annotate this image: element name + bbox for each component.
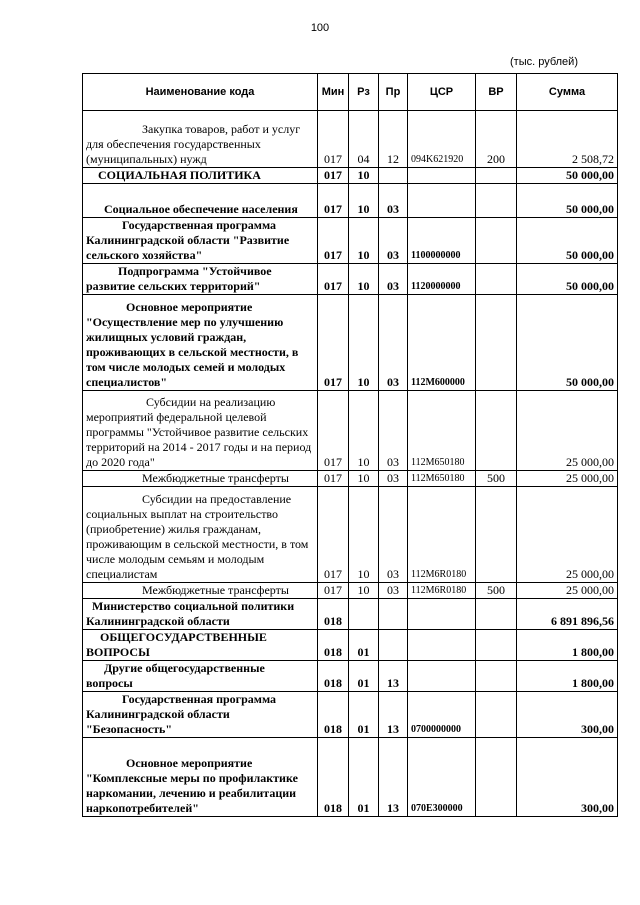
cell-min: 018 — [318, 661, 349, 692]
cell-min: 018 — [318, 599, 349, 630]
cell-pr: 13 — [379, 661, 408, 692]
cell-rz: 10 — [349, 471, 379, 487]
cell-name: ОБЩЕГОСУДАРСТВЕННЫЕ ВОПРОСЫ — [83, 630, 318, 661]
cell-name: Государственная программа Калининградской области "Развитие сельского хозяйства" — [83, 218, 318, 264]
table-row — [83, 599, 618, 630]
cell-pr: 03 — [379, 184, 408, 218]
table-row — [83, 264, 618, 295]
page-number: 100 — [310, 22, 330, 34]
cell-csr: 112M650180 — [408, 391, 476, 471]
cell-vr — [476, 391, 517, 471]
cell-sum: 300,00 — [517, 738, 618, 817]
cell-rz: 10 — [349, 391, 379, 471]
table-row — [83, 661, 618, 692]
cell-name: Министерство социальной политики Калининградской области — [83, 599, 318, 630]
cell-min: 018 — [318, 692, 349, 738]
cell-rz: 01 — [349, 630, 379, 661]
cell-pr: 13 — [379, 692, 408, 738]
cell-csr: 0700000000 — [408, 692, 476, 738]
cell-min: 017 — [318, 218, 349, 264]
cell-pr — [379, 630, 408, 661]
cell-rz: 10 — [349, 295, 379, 391]
cell-vr — [476, 630, 517, 661]
cell-name: Субсидии на предоставление социальных выплат на строительство (приобретение) жилья гражданам, проживающим в сельской местности, в том числе молодым семьям и молодым специалистам — [83, 487, 318, 583]
cell-sum: 50 000,00 — [517, 184, 618, 218]
cell-name: Закупка товаров, работ и услуг для обеспечения государственных (муниципальных) нужд — [83, 111, 318, 168]
cell-min: 017 — [318, 391, 349, 471]
cell-min: 018 — [318, 738, 349, 817]
cell-sum: 1 800,00 — [517, 630, 618, 661]
cell-vr: 200 — [476, 111, 517, 168]
cell-rz — [349, 599, 379, 630]
cell-min: 017 — [318, 111, 349, 168]
cell-pr: 03 — [379, 264, 408, 295]
cell-vr — [476, 599, 517, 630]
cell-vr — [476, 168, 517, 184]
cell-pr: 03 — [379, 487, 408, 583]
cell-vr — [476, 487, 517, 583]
cell-pr: 03 — [379, 218, 408, 264]
table-row — [83, 218, 618, 264]
cell-rz: 01 — [349, 692, 379, 738]
cell-min: 017 — [318, 295, 349, 391]
cell-name: Основное мероприятие "Осуществление мер по улучшению жилищных условий граждан, проживающих в сельской местности, в том числе молодых семей и молодых специалистов" — [83, 295, 318, 391]
cell-pr — [379, 168, 408, 184]
cell-csr: 112M600000 — [408, 295, 476, 391]
cell-pr: 12 — [379, 111, 408, 168]
table-header-row — [83, 74, 618, 111]
table-row — [83, 184, 618, 218]
table-row — [83, 111, 618, 168]
cell-csr — [408, 630, 476, 661]
cell-vr: 500 — [476, 583, 517, 599]
cell-rz: 10 — [349, 487, 379, 583]
cell-sum: 2 508,72 — [517, 111, 618, 168]
cell-sum: 300,00 — [517, 692, 618, 738]
cell-min: 017 — [318, 583, 349, 599]
cell-sum: 6 891 896,56 — [517, 599, 618, 630]
table-row — [83, 295, 618, 391]
cell-csr: 112M6R0180 — [408, 583, 476, 599]
cell-csr: 112M650180 — [408, 471, 476, 487]
cell-name: Социальное обеспечение населения — [83, 184, 318, 218]
cell-pr: 13 — [379, 738, 408, 817]
cell-csr: 112M6R0180 — [408, 487, 476, 583]
cell-vr — [476, 184, 517, 218]
cell-sum: 50 000,00 — [517, 264, 618, 295]
cell-min: 017 — [318, 264, 349, 295]
cell-csr: 094K621920 — [408, 111, 476, 168]
cell-csr: 070E300000 — [408, 738, 476, 817]
table-row — [83, 583, 618, 599]
cell-rz: 01 — [349, 738, 379, 817]
table-row — [83, 487, 618, 583]
cell-vr — [476, 295, 517, 391]
cell-name: Субсидии на реализацию мероприятий федеральной целевой программы "Устойчивое развитие сельских территорий на 2014 - 2017 годы и на период до 2020 года" — [83, 391, 318, 471]
table-row — [83, 738, 618, 817]
cell-name: Межбюджетные трансферты — [83, 471, 318, 487]
cell-csr: 1100000000 — [408, 218, 476, 264]
cell-sum: 50 000,00 — [517, 295, 618, 391]
header-csr: ЦСР — [408, 74, 476, 111]
cell-rz: 10 — [349, 184, 379, 218]
cell-name: Подпрограмма "Устойчивое развитие сельских территорий" — [83, 264, 318, 295]
cell-name: Государственная программа Калининградской области "Безопасность" — [83, 692, 318, 738]
cell-csr: 1120000000 — [408, 264, 476, 295]
cell-pr: 03 — [379, 295, 408, 391]
header-min: Мин — [318, 74, 349, 111]
header-name: Наименование кода — [83, 74, 318, 111]
cell-sum: 25 000,00 — [517, 583, 618, 599]
header-pr: Пр — [379, 74, 408, 111]
cell-name: Другие общегосударственные вопросы — [83, 661, 318, 692]
cell-pr — [379, 599, 408, 630]
header-rz: Рз — [349, 74, 379, 111]
cell-name: СОЦИАЛЬНАЯ ПОЛИТИКА — [83, 168, 318, 184]
cell-vr — [476, 218, 517, 264]
cell-sum: 25 000,00 — [517, 391, 618, 471]
cell-min: 018 — [318, 630, 349, 661]
table-row — [83, 168, 618, 184]
cell-sum: 50 000,00 — [517, 218, 618, 264]
cell-csr — [408, 184, 476, 218]
cell-vr: 500 — [476, 471, 517, 487]
cell-pr: 03 — [379, 583, 408, 599]
cell-vr — [476, 264, 517, 295]
cell-vr — [476, 661, 517, 692]
cell-min: 017 — [318, 487, 349, 583]
cell-name: Основное мероприятие "Комплексные меры по профилактике наркомании, лечению и реабилитации наркопотребителей" — [83, 738, 318, 817]
table-row — [83, 630, 618, 661]
cell-csr — [408, 599, 476, 630]
cell-min: 017 — [318, 184, 349, 218]
table-row — [83, 692, 618, 738]
cell-pr: 03 — [379, 391, 408, 471]
header-sum: Сумма — [517, 74, 618, 111]
units-label: (тыс. рублей) — [510, 56, 578, 68]
budget-table — [82, 73, 618, 817]
cell-min: 017 — [318, 168, 349, 184]
cell-sum: 50 000,00 — [517, 168, 618, 184]
cell-rz: 04 — [349, 111, 379, 168]
cell-name: Межбюджетные трансферты — [83, 583, 318, 599]
cell-min: 017 — [318, 471, 349, 487]
cell-vr — [476, 692, 517, 738]
header-vr: ВР — [476, 74, 517, 111]
cell-rz: 01 — [349, 661, 379, 692]
cell-csr — [408, 661, 476, 692]
cell-rz: 10 — [349, 218, 379, 264]
cell-rz: 10 — [349, 583, 379, 599]
cell-vr — [476, 738, 517, 817]
table-row — [83, 471, 618, 487]
cell-pr: 03 — [379, 471, 408, 487]
cell-rz: 10 — [349, 264, 379, 295]
cell-sum: 25 000,00 — [517, 471, 618, 487]
cell-sum: 25 000,00 — [517, 487, 618, 583]
cell-sum: 1 800,00 — [517, 661, 618, 692]
cell-rz: 10 — [349, 168, 379, 184]
cell-csr — [408, 168, 476, 184]
table-row — [83, 391, 618, 471]
